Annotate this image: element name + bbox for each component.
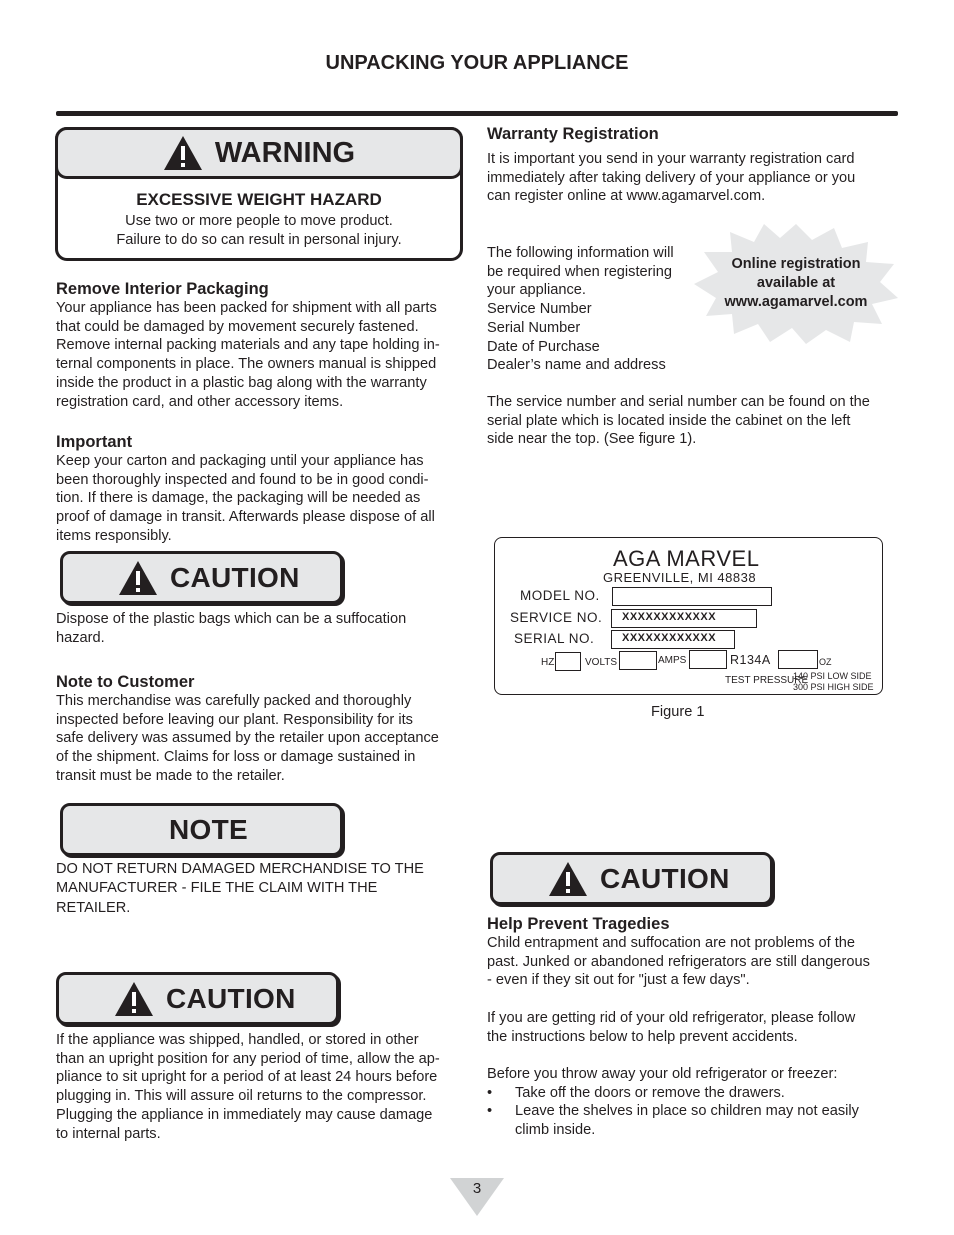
text-line: inside the product in a plastic bag along with the warranty	[56, 374, 427, 391]
text-line: past. Junked or abandoned refrigerators are still dangerous	[487, 953, 870, 970]
amps-field	[689, 650, 727, 669]
text-line: be required when registering	[487, 263, 672, 280]
text-line: hazard.	[56, 629, 105, 646]
caution-title: CAUTION	[170, 561, 300, 593]
instructions-list	[487, 1084, 907, 1140]
note-title: NOTE	[169, 813, 248, 845]
warranty-section	[487, 124, 907, 206]
remove-packaging-section	[56, 279, 476, 411]
caution-text	[56, 610, 476, 647]
text-line: climb inside.	[515, 1122, 596, 1138]
text-line: Plugging the appliance in immediately may cause damage	[56, 1106, 433, 1123]
text-line: transit must be made to the retailer.	[56, 767, 285, 784]
text-line: This merchandise was carefully packed and thoroughly	[56, 693, 412, 709]
list-item: • Take off the doors or remove the drawers.	[487, 1084, 907, 1103]
text-line: pliance to sit upright for a period of at least 24 hours before	[56, 1069, 438, 1086]
hazard-line: Failure to do so can result in personal injury.	[116, 232, 402, 248]
text-line: It is important you send in your warranty registration card	[487, 151, 855, 167]
warning-box	[55, 127, 463, 261]
text-line: to internal parts.	[56, 1125, 161, 1142]
hazard-title: EXCESSIVE WEIGHT HAZARD	[136, 190, 382, 209]
text-line: If you are getting rid of your old refrigerator, please follow	[487, 1009, 856, 1026]
text-line: Remove internal packing materials and any tape holding in-	[56, 337, 440, 354]
text-line: Leave the shelves in place so children may not easily	[515, 1103, 859, 1120]
warning-title: WARNING	[214, 136, 356, 169]
text-line: safe delivery was assumed by the retailer upon acceptance	[56, 730, 439, 747]
text-line: If the appliance was shipped, handled, or stored in other	[56, 1032, 419, 1048]
section-heading: Note to Customer	[56, 673, 195, 691]
caution-banner	[56, 972, 339, 1025]
text-line: www.agamarvel.com	[724, 294, 868, 310]
plate-city: GREENVILLE, MI 48838	[603, 570, 757, 585]
text-line: Service Number	[487, 301, 592, 318]
note-to-customer-section	[56, 672, 476, 786]
text-line: DO NOT RETURN DAMAGED MERCHANDISE TO THE	[56, 861, 424, 877]
important-section	[56, 432, 476, 546]
volts-label: VOLTS	[585, 657, 618, 668]
text-line: Your appliance has been packed for shipment with all parts	[56, 300, 437, 316]
text-line: proof of damage in transit. Afterwards please dispose of all	[56, 509, 435, 526]
caution-text	[56, 1031, 476, 1143]
warning-triangle-icon	[163, 135, 203, 171]
text-line: that could be damaged by movement securely fastened.	[56, 318, 419, 335]
text-line: been thoroughly inspected and found to be in good condi-	[56, 471, 429, 488]
text-line: Dealer’s name and address	[487, 357, 666, 374]
text-line: Child entrapment and suffocation are not problems of the	[487, 935, 856, 951]
oz-label: OZ	[819, 657, 832, 667]
high-side-text: 300 PSI HIGH SIDE	[793, 682, 874, 692]
text-line: your appliance.	[487, 282, 586, 299]
text-line: of the shipment. Claims for loss or damage sustained in	[56, 749, 416, 766]
text-line: tion. If there is damage, the packaging will be needed as	[56, 490, 421, 507]
text-line: available at	[756, 275, 836, 291]
text-line: plugging in. This will assure oil returns to the compressor.	[56, 1088, 427, 1105]
warning-triangle-icon	[114, 981, 154, 1017]
volts-field	[619, 651, 657, 670]
text-line: Serial Number	[487, 319, 581, 336]
refrigerant-field	[778, 650, 818, 669]
header-rule	[56, 111, 898, 116]
section-heading: Remove Interior Packaging	[56, 280, 269, 298]
refrigerant-label: R134A	[730, 653, 771, 667]
note-banner	[60, 803, 343, 856]
model-field	[612, 587, 772, 606]
online-registration-text	[712, 255, 880, 312]
text-line: Dispose of the plastic bags which can be a suffocation	[56, 611, 407, 627]
caution-banner	[490, 852, 773, 905]
hazard-line: Use two or more people to move product.	[125, 213, 393, 229]
text-line: registration card, and other accessory items.	[56, 393, 344, 410]
page-title: UNPACKING YOUR APPLIANCE	[325, 52, 629, 74]
amps-label: AMPS	[658, 655, 687, 666]
text-line: than an upright position for any period of time, allow the ap-	[56, 1050, 440, 1067]
text-line: inspected before leaving our plant. Responsibility for its	[56, 711, 413, 728]
text-line: serial plate which is located inside the cabinet on the left	[487, 412, 851, 429]
section-heading: Important	[56, 433, 133, 451]
text-line: Date of Purchase	[487, 338, 600, 355]
model-label: MODEL NO.	[520, 588, 600, 603]
text-line: Before you throw away your old refrigerator or freezer:	[487, 1065, 838, 1082]
plate-brand: AGA MARVEL	[613, 546, 760, 571]
caution-banner	[60, 551, 343, 604]
tragedies-section	[487, 914, 907, 1140]
serial-label: SERIAL NO.	[514, 631, 595, 646]
text-line: items responsibly.	[56, 527, 172, 544]
hz-field	[555, 652, 581, 671]
note-text	[56, 860, 476, 918]
warning-triangle-icon	[548, 861, 588, 897]
text-line: MANUFACTURER - FILE THE CLAIM WITH THE	[56, 879, 378, 896]
registration-info-list	[487, 244, 702, 375]
section-heading: Help Prevent Tragedies	[487, 915, 670, 933]
test-pressure-label: TEST PRESSURE	[725, 675, 809, 686]
service-field: XXXXXXXXXXXX	[611, 609, 757, 628]
text-line: RETAILER.	[56, 900, 131, 917]
text-line: ternal components in place. The owners manual is shipped	[56, 356, 437, 373]
warning-banner	[55, 127, 463, 179]
caution-title: CAUTION	[166, 982, 296, 1014]
text-line: Online registration	[731, 256, 861, 272]
text-line: side near the top. (See figure 1).	[487, 431, 697, 448]
text-line: Keep your carton and packaging until your appliance has	[56, 453, 424, 469]
page-number: 3	[472, 1180, 482, 1197]
list-item	[487, 1102, 907, 1139]
low-side-text: 140 PSI LOW SIDE	[793, 671, 872, 681]
text-line: The following information will	[487, 245, 674, 261]
text-line: - even if they sit out for "just a few days".	[487, 972, 750, 989]
hz-label: HZ	[541, 657, 555, 668]
text-line: immediately after taking delivery of your appliance or you	[487, 169, 856, 186]
text-line: the instructions below to help prevent accidents.	[487, 1028, 798, 1045]
figure-caption: Figure 1	[651, 704, 705, 720]
serial-plate-figure	[494, 537, 883, 695]
section-heading: Warranty Registration	[487, 125, 659, 143]
serial-field: XXXXXXXXXXXX	[611, 630, 735, 649]
text-line: The service number and serial number can be found on the	[487, 394, 870, 410]
service-label: SERVICE NO.	[510, 610, 603, 625]
warning-triangle-icon	[118, 560, 158, 596]
caution-title: CAUTION	[600, 862, 730, 894]
text-line: can register online at www.agamarvel.com.	[487, 188, 766, 205]
serial-info-text	[487, 393, 907, 449]
